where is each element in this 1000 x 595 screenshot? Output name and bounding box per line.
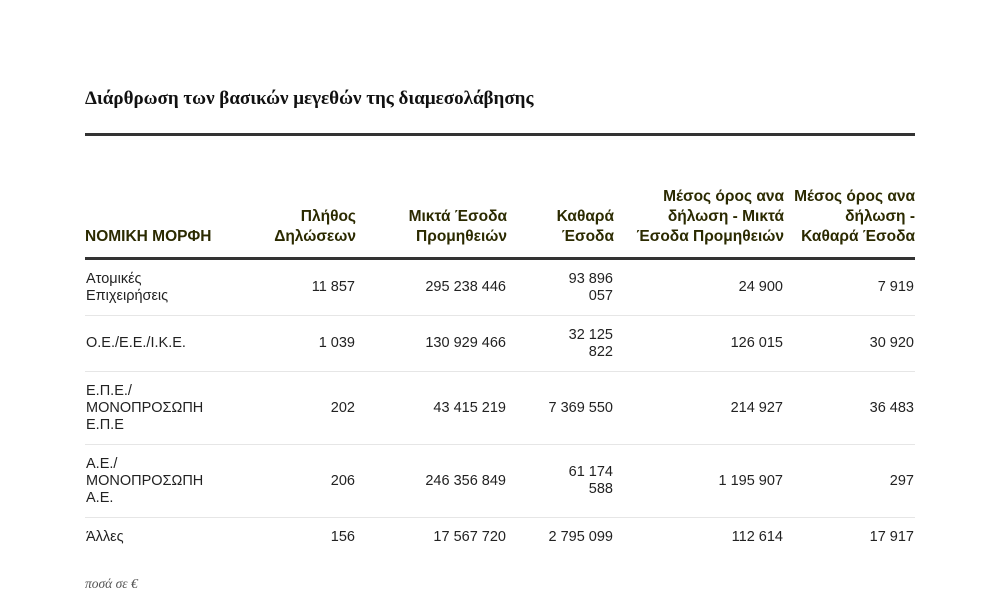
cell-avg-net: 7 919 xyxy=(784,259,915,316)
cell-declarations: 1 039 xyxy=(220,316,356,372)
cell-text: 32 125 822 xyxy=(568,326,613,360)
data-table xyxy=(85,133,915,557)
cell-avg-gross: 1 195 907 xyxy=(614,445,784,518)
cell-avg-gross: 126 015 xyxy=(614,316,784,372)
cell-declarations: 156 xyxy=(330,528,355,545)
cell-legal-form: Άλλες xyxy=(86,528,124,545)
cell-avg-net: 297 xyxy=(784,445,915,518)
cell-net-income xyxy=(507,445,614,518)
cell-net-income: 2 795 099 xyxy=(548,528,613,545)
cell-gross-commission: 17 567 720 xyxy=(433,528,506,545)
table-header xyxy=(85,135,915,259)
cell-gross-commission: 295 238 446 xyxy=(356,259,507,316)
table-body xyxy=(85,259,915,557)
cell-legal-form xyxy=(85,445,220,518)
cell-net-income xyxy=(507,316,614,372)
cell-avg-net: 17 917 xyxy=(869,528,914,545)
cell-declarations: 206 xyxy=(220,445,356,518)
header-row xyxy=(85,135,915,259)
cell-gross-commission: 43 415 219 xyxy=(356,372,507,445)
cell-avg-gross: 214 927 xyxy=(614,372,784,445)
currency-note: ποσά σε € xyxy=(85,576,138,591)
column-header-gross-commission: Μικτά Έσοδα Προμηθειών xyxy=(356,135,507,259)
cell-avg-net: 30 920 xyxy=(784,316,915,372)
cell-avg-gross: 112 614 xyxy=(731,528,783,545)
column-header-legal-form: ΝΟΜΙΚΗ ΜΟΡΦΗ xyxy=(85,135,220,259)
cell-gross-commission: 130 929 466 xyxy=(356,316,507,372)
cell-legal-form xyxy=(85,259,220,316)
cell-net-income xyxy=(507,259,614,316)
cell-avg-gross: 24 900 xyxy=(614,259,784,316)
cell-net-income: 7 369 550 xyxy=(507,372,614,445)
cell-legal-form: Ο.Ε./Ε.Ε./Ι.Κ.Ε. xyxy=(85,316,220,372)
cell-text: 93 896 057 xyxy=(568,270,613,304)
table-row xyxy=(85,445,915,518)
page-title: Διάρθρωση των βασικών μεγεθών της διαμεσολάβησης xyxy=(85,88,534,109)
cell-legal-form xyxy=(85,372,220,445)
cell-text: Ε.Π.Ε./ ΜΟΝΟΠΡΟΣΩΠΗ Ε.Π.Ε xyxy=(86,382,204,433)
cell-gross-commission: 246 356 849 xyxy=(356,445,507,518)
cell-declarations: 202 xyxy=(220,372,356,445)
column-header-declarations: Πλήθος Δηλώσεων xyxy=(220,135,356,259)
column-header-avg-net: Μέσος όρος ανα δήλωση - Καθαρά Έσοδα xyxy=(784,135,915,259)
cell-text: 61 174 588 xyxy=(568,464,613,497)
table-row xyxy=(85,259,915,316)
table-row xyxy=(85,518,915,557)
table-row xyxy=(85,316,915,372)
cell-declarations: 11 857 xyxy=(220,259,356,316)
cell-avg-net: 36 483 xyxy=(784,372,915,445)
table-row xyxy=(85,372,915,445)
cell-text: Ατομικές Επιχειρήσεις xyxy=(86,270,169,304)
cell-text: Α.Ε./ ΜΟΝΟΠΡΟΣΩΠΗ Α.Ε. xyxy=(86,455,204,506)
column-header-net-income: Καθαρά Έσοδα xyxy=(507,135,614,259)
column-header-avg-gross: Μέσος όρος ανα δήλωση - Μικτά Έσοδα Προμηθειών xyxy=(614,135,784,259)
